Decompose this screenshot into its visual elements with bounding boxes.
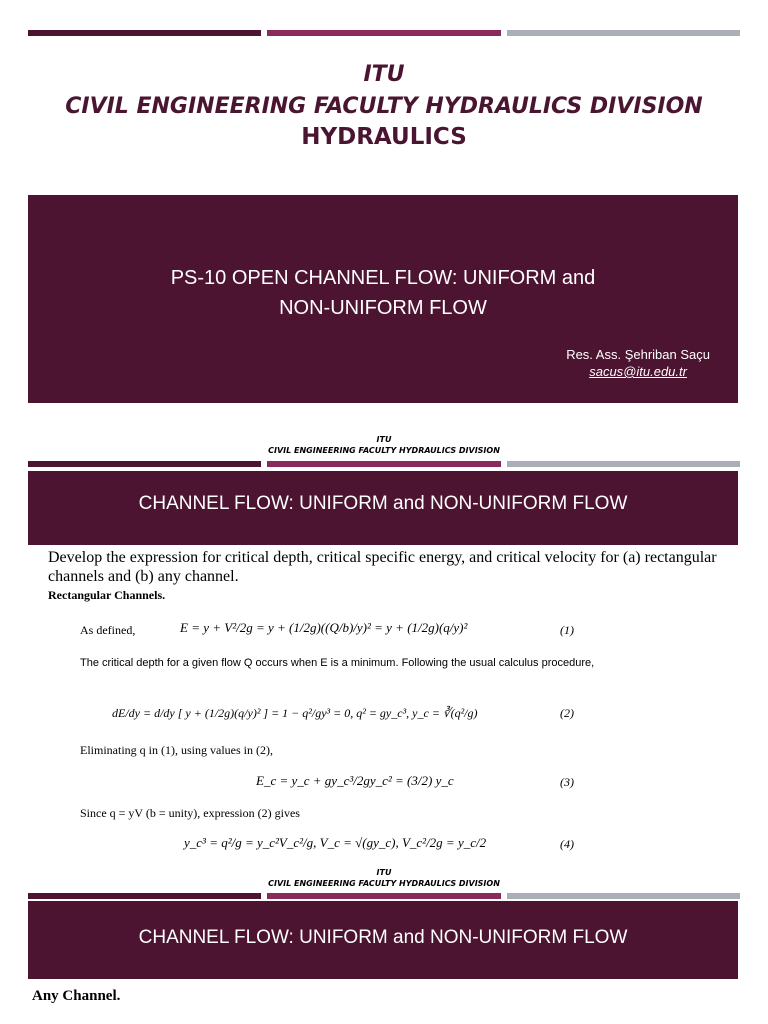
slide2-title-band bbox=[28, 471, 738, 545]
accent-bar-dark bbox=[28, 30, 261, 36]
slide2-band-title: CHANNEL FLOW: UNIFORM and NON-UNIFORM FLOW bbox=[138, 493, 628, 514]
equation-2-number: (2) bbox=[560, 706, 574, 720]
equation-2: dE/dy = d/dy [ y + (1/2g)(q/y)² ] = 1 − q²/gy³ = 0, q² = gy_c³, y_c = ∛(q²/g) bbox=[112, 706, 478, 720]
top-accent-bars bbox=[28, 30, 740, 36]
slide2-header-itu: ITU bbox=[376, 435, 392, 444]
slide1-title-hydraulics: HYDRAULICS bbox=[301, 124, 467, 150]
slide3-header bbox=[0, 867, 768, 889]
accent-bar-gray bbox=[507, 461, 740, 467]
slide1-title-band bbox=[28, 195, 738, 403]
paragraph-critical-depth: The critical depth for a given flow Q occurs when E is a minimum. Following the usual calculus procedure, bbox=[80, 657, 595, 669]
slide3-header-faculty: CIVIL ENGINEERING FACULTY HYDRAULICS DIVISION bbox=[268, 879, 500, 888]
equation-3-number: (3) bbox=[560, 775, 574, 789]
problem-statement: Develop the expression for critical depth, critical specific energy, and critical velocity for (a) rectangular channels and (b) any channel. bbox=[48, 549, 717, 585]
author-email-link[interactable]: sacus@itu.edu.tr bbox=[589, 364, 687, 379]
slide2-document bbox=[48, 548, 718, 603]
paragraph-eliminating: Eliminating q in (1), using values in (2), bbox=[80, 743, 273, 757]
slide1-title-itu: ITU bbox=[363, 62, 405, 87]
accent-bar-gray bbox=[507, 893, 740, 899]
subtitle-line2: NON-UNIFORM FLOW bbox=[279, 297, 487, 319]
equation-4-number: (4) bbox=[560, 837, 574, 851]
slide2-header-faculty: CIVIL ENGINEERING FACULTY HYDRAULICS DIVISION bbox=[268, 446, 500, 455]
author-name: Res. Ass. Şehriban Saçu bbox=[566, 347, 710, 362]
accent-bar-mid bbox=[267, 893, 500, 899]
equation-1-number: (1) bbox=[560, 623, 574, 637]
slide1-title-faculty: CIVIL ENGINEERING FACULTY HYDRAULICS DIVISION bbox=[65, 94, 703, 119]
equation-4: y_c³ = q²/g = y_c²V_c²/g, V_c = √(gy_c), V_c²/2g = y_c/2 bbox=[184, 835, 487, 850]
slide2-header bbox=[0, 434, 768, 456]
accent-bar-dark bbox=[28, 893, 261, 899]
as-defined-label: As defined, bbox=[80, 623, 136, 637]
equation-1: E = y + V²/2g = y + (1/2g)((Q/b)/y)² = y + (1/2g)(q/y)² bbox=[180, 620, 468, 635]
section-rectangular: Rectangular Channels. bbox=[48, 588, 166, 602]
slide3-header-itu: ITU bbox=[376, 868, 392, 877]
section-any-channel: Any Channel. bbox=[32, 988, 121, 1004]
slide2-accent-bars bbox=[28, 461, 740, 467]
slide3-accent-bars bbox=[28, 893, 740, 899]
slide3-band-title: CHANNEL FLOW: UNIFORM and NON-UNIFORM FLOW bbox=[138, 927, 628, 948]
accent-bar-mid bbox=[267, 461, 500, 467]
accent-bar-dark bbox=[28, 461, 261, 467]
slide3-title-band bbox=[28, 901, 738, 979]
paragraph-since: Since q = yV (b = unity), expression (2) gives bbox=[80, 806, 300, 820]
equation-3: E_c = y_c + gy_c³/2gy_c² = (3/2) y_c bbox=[256, 773, 454, 788]
slide1-subtitle bbox=[28, 263, 738, 323]
accent-bar-gray bbox=[507, 30, 740, 36]
subtitle-line1: PS-10 OPEN CHANNEL FLOW: UNIFORM and bbox=[170, 267, 596, 289]
accent-bar-mid bbox=[267, 30, 500, 36]
author-block bbox=[566, 347, 710, 379]
